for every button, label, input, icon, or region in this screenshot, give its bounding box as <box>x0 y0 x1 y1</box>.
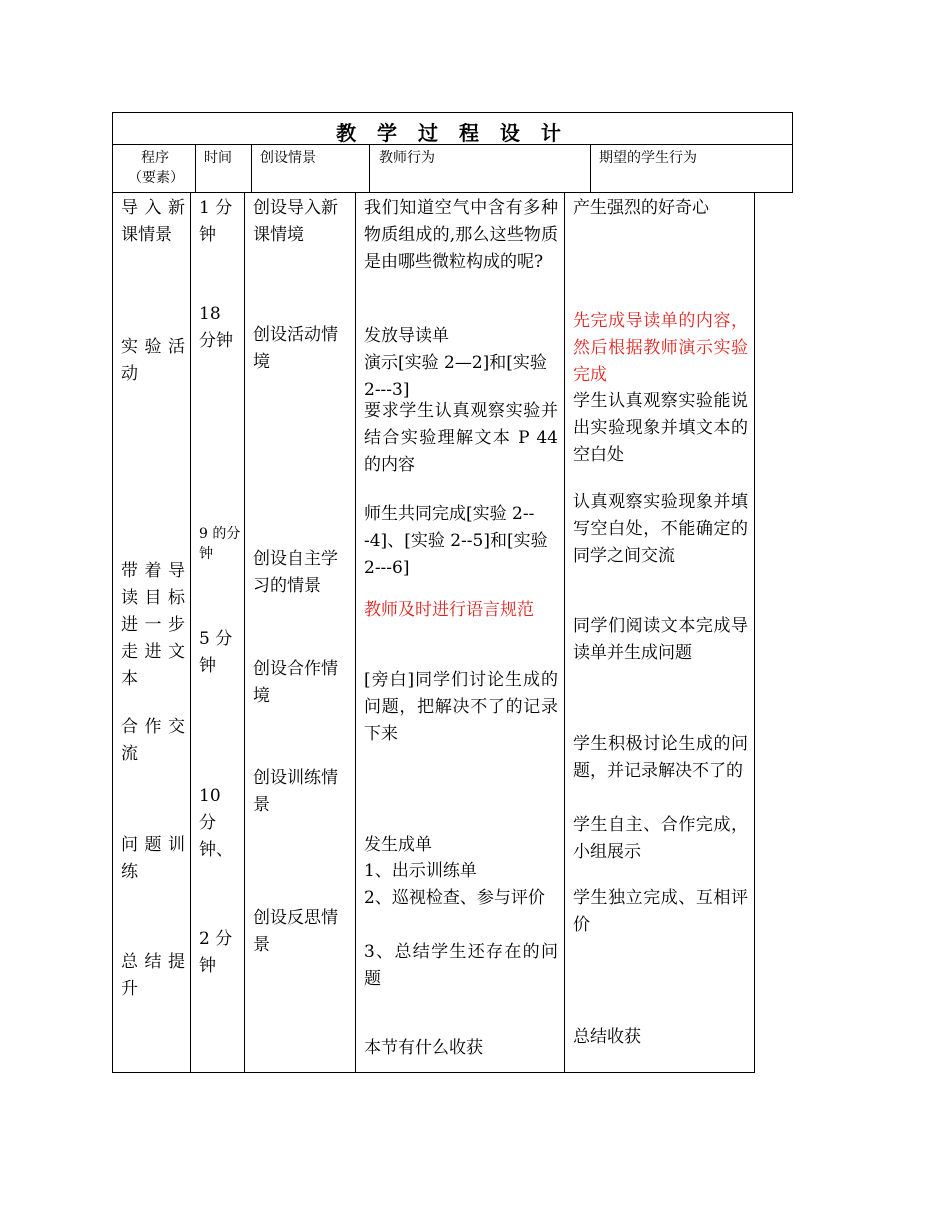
body-right-border <box>754 192 755 1073</box>
scenario-training: 创设训练情景 <box>253 768 338 815</box>
teacher-summarize-problems: 3、总结学生还存在的问题 <box>364 942 558 989</box>
student-read-text: 同学们阅读文本完成导读单并生成问题 <box>573 616 748 663</box>
body-divider-4 <box>564 192 565 1073</box>
header-scenario: 创设情景 <box>260 150 316 166</box>
teacher-harvest-question: 本节有什么收获 <box>364 1038 483 1058</box>
teacher-hand-out-guide: 发放导读单 <box>364 326 449 346</box>
time-summary: 2 分钟 <box>199 929 233 976</box>
teacher-joint-experiment: 师生共同完成[实验 2---4]、[实验 2--5]和[实验 2---6] <box>364 504 548 578</box>
time-experiment: 18 分钟 <box>199 304 233 351</box>
body-divider-2 <box>244 192 245 1073</box>
teacher-demo-experiment: 演示[实验 2—2]和[实验 2---3] <box>364 353 547 400</box>
student-cooperate: 学生自主、合作完成，小组展示 <box>573 815 748 862</box>
student-observe-experiment: 学生认真观察实验能说出实验现象并填文本的空白处 <box>573 391 748 465</box>
scenario-cooperation: 创设合作情境 <box>253 659 338 706</box>
teacher-aside: [旁白]同学们讨论生成的问题，把解决不了的记录下来 <box>364 670 558 744</box>
body-divider-3 <box>355 192 356 1073</box>
scenario-self-study: 创设自主学习的情景 <box>253 549 338 596</box>
time-intro: 1 分钟 <box>199 198 233 245</box>
procedure-cooperation: 合作交流 <box>121 717 185 764</box>
time-guided-reading: 9 的分钟 <box>199 526 241 562</box>
procedure-intro: 导入新课情景 <box>121 198 185 245</box>
scenario-intro: 创设导入新课情境 <box>253 198 338 245</box>
scenario-reflection: 创设反思情景 <box>253 908 338 955</box>
teacher-language-norm: 教师及时进行语言规范 <box>364 600 534 620</box>
table-bottom-border <box>112 1072 755 1073</box>
header-teacher: 教师行为 <box>379 150 435 166</box>
header-divider-1 <box>195 144 196 193</box>
procedure-experiment: 实验活动 <box>121 337 185 384</box>
teacher-patrol-check: 2、巡视检查、参与评价 <box>364 888 545 908</box>
header-row-border <box>112 192 793 193</box>
header-divider-2 <box>251 144 252 193</box>
teacher-show-training: 1、出示训练单 <box>364 861 477 881</box>
header-procedure: 程序（要素） <box>128 150 184 186</box>
procedure-summary: 总结提升 <box>121 952 185 999</box>
student-independent: 学生独立完成、互相评价 <box>573 888 748 935</box>
header-divider-4 <box>590 144 591 193</box>
header-divider-3 <box>369 144 370 193</box>
time-cooperation: 5 分钟 <box>199 629 233 676</box>
student-complete-guide: 先完成导读单的内容，然后根据教师演示实验完成 <box>573 311 748 385</box>
procedure-training: 问题训练 <box>121 835 185 882</box>
teacher-generate-sheet: 发生成单 <box>364 835 432 855</box>
right-border-top <box>792 112 793 193</box>
student-curiosity: 产生强烈的好奇心 <box>573 198 709 218</box>
scenario-activity: 创设活动情境 <box>253 325 338 372</box>
header-time: 时间 <box>204 150 232 166</box>
student-fill-blanks: 认真观察实验现象并填写空白处，不能确定的同学之间交流 <box>573 492 748 566</box>
student-summary: 总结收获 <box>573 1027 641 1047</box>
table-top-border <box>112 112 793 113</box>
header-student: 期望的学生行为 <box>599 150 697 166</box>
procedure-guided-reading: 带着导读目标进一步走进文本 <box>121 561 185 689</box>
teacher-require-observation: 要求学生认真观察实验并结合实验理解文本 P 44 的内容 <box>364 401 558 475</box>
table-title: 教 学 过 程 设 计 <box>336 121 568 145</box>
body-divider-1 <box>190 192 191 1073</box>
teacher-intro-question: 我们知道空气中含有多种物质组成的,那么这些物质是由哪些微粒构成的呢? <box>364 198 558 272</box>
left-border <box>112 112 113 1073</box>
student-discuss: 学生积极讨论生成的问题，并记录解决不了的 <box>573 734 748 781</box>
time-training: 10 分钟、 <box>199 786 233 860</box>
